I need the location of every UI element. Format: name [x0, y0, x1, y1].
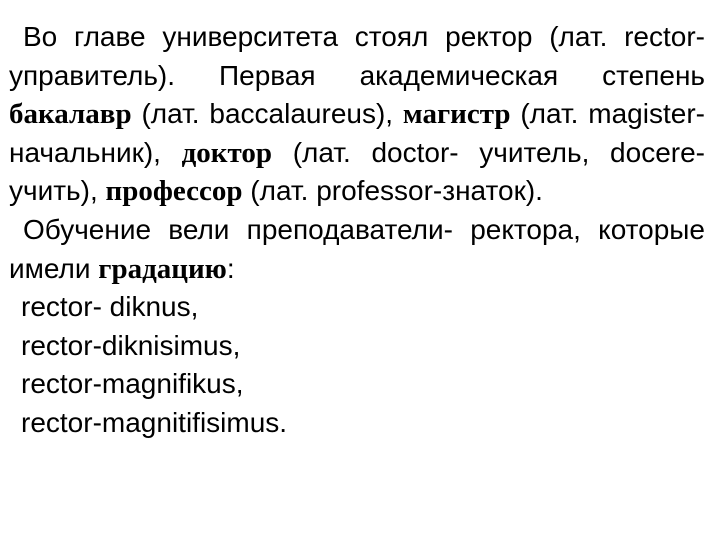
text-segment: : — [226, 252, 235, 284]
text-segment: (лат. doctor- учитель, docere-учить), — [9, 136, 705, 207]
text-segment: Обучение вели преподаватели- ректора, которые имели — [9, 213, 705, 284]
rector-title-line: rector- diknus, — [21, 291, 199, 323]
text-segment: (лат. baccalaureus), — [131, 98, 403, 130]
term-magistr: магистр — [402, 98, 511, 131]
text-segment: Во главе университета стоял ректор (лат. rector-управитель). Первая академическая степень — [9, 21, 705, 91]
term-doktor: доктор — [181, 136, 273, 169]
rector-title-line: rector-magnifikus, — [21, 368, 244, 400]
paragraph-university-degrees — [9, 18, 705, 211]
term-gradatsiyu: градацию — [98, 252, 227, 285]
paragraph-teachers — [9, 211, 705, 288]
rector-title-line: rector-magnitifisimus. — [21, 406, 288, 438]
text-segment: (лат. magister- начальник), — [9, 98, 705, 168]
term-professor: профессор — [105, 175, 243, 208]
term-bakalavr: бакалавр — [9, 98, 132, 131]
text-segment: (лат. professor-знаток). — [242, 175, 543, 207]
rector-title-line: rector-diknisimus, — [21, 329, 241, 361]
slide-text — [9, 18, 705, 443]
